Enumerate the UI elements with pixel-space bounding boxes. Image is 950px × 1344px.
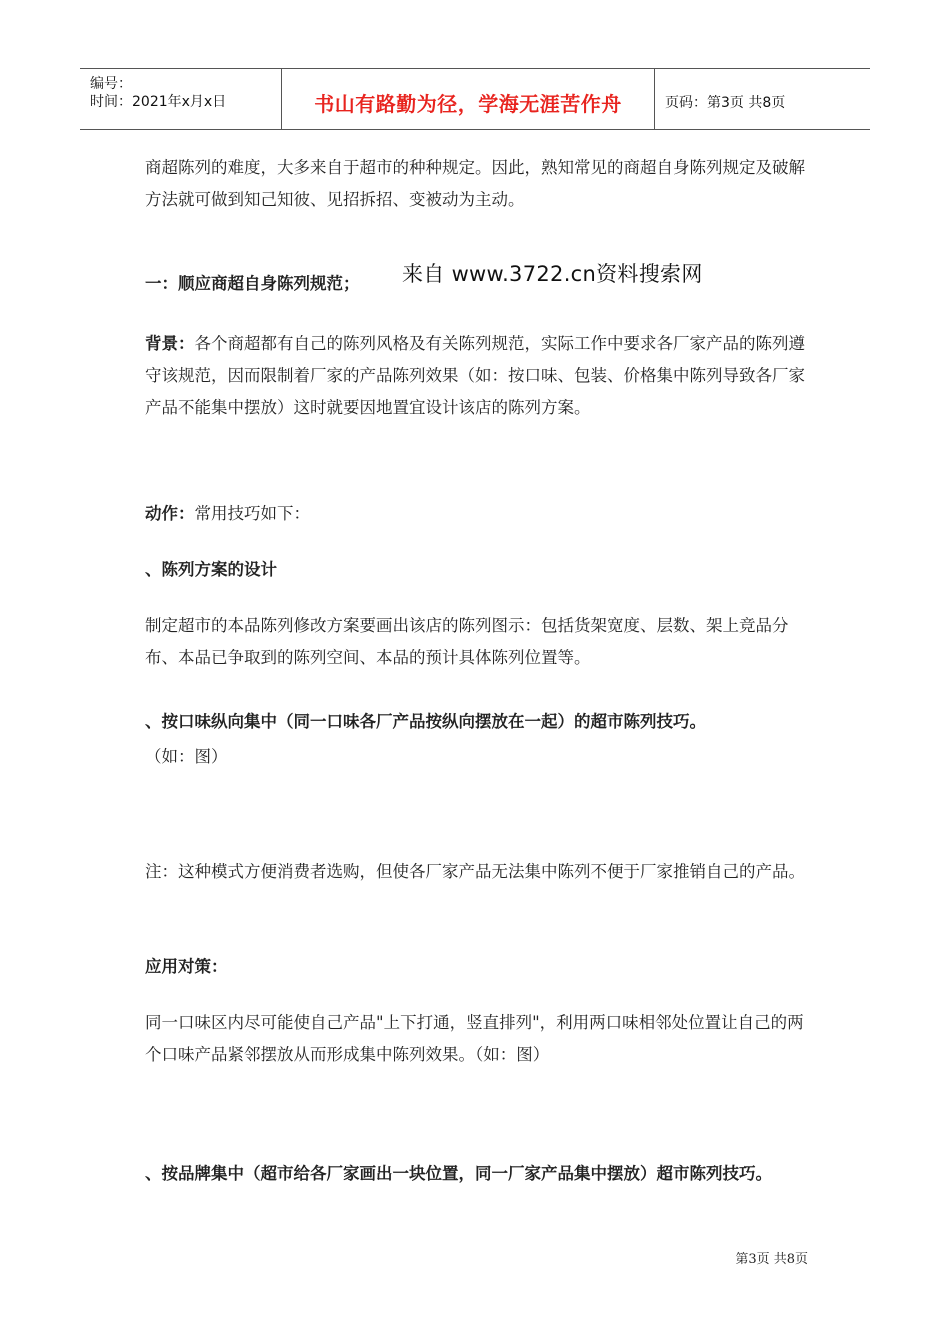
item1-heading: 、陈列方案的设计 (145, 560, 277, 579)
header-motto: 书山有路勤为径，学海无涯苦作舟 (314, 91, 622, 116)
document-date: 时间：2021年x月x日 (90, 94, 227, 110)
action-text: 常用技巧如下： (194, 504, 310, 523)
watermark-text: 来自 www.3722.cn资料搜索网 (402, 262, 703, 286)
item1-paragraph: 制定超市的本品陈列修改方案要画出该店的陈列图示：包括货架宽度、层数、架上竞品分布、本品已争取到的陈列空间、本品的预计具体陈列位置等。 (145, 616, 789, 667)
header-page-info: 页码：第3页 共8页 (665, 95, 786, 111)
action-paragraph (145, 498, 810, 530)
document-number-label: 编号： (90, 76, 132, 92)
intro-paragraph: 商超陈列的难度，大多来自于超市的种种规定。因此，熟知常见的商超自身陈列规定及破解方法就可做到知己知彼、见招拆招、变被动为主动。 (145, 158, 805, 209)
section1-heading: 一：顺应商超自身陈列规范； (145, 274, 360, 293)
item2-heading: 、按口味纵向集中（同一口味各厂产品按纵向摆放在一起）的超市陈列技巧。 (145, 712, 706, 731)
header-meta-cell (80, 69, 282, 129)
strategy-heading: 应用对策： (145, 957, 228, 976)
background-label: 背景： (145, 334, 195, 353)
page-header (80, 68, 870, 130)
background-text: 各个商超都有自己的陈列风格及有关陈列规范，实际工作中要求各厂家产品的陈列遵守该规范，因而限制着厂家的产品陈列效果（如：按口味、包装、价格集中陈列导致各厂家产品不能集中摆放）这时就要因地置宜设计该店的陈列方案。 (145, 334, 805, 417)
background-paragraph (145, 328, 810, 424)
footer-page-number: 第3页 共8页 (735, 1252, 808, 1267)
strategy-paragraph: 同一口味区内尽可能使自己产品"上下打通，竖直排列"，利用两口味相邻处位置让自己的两个口味产品紧邻摆放从而形成集中陈列效果。（如：图） (145, 1013, 804, 1064)
header-page-cell (655, 69, 870, 129)
item2-figure-note: （如：图） (145, 747, 228, 766)
header-motto-cell (282, 69, 655, 129)
item3-heading: 、按品牌集中（超市给各厂家画出一块位置，同一厂家产品集中摆放）超市陈列技巧。 (145, 1164, 772, 1183)
note-paragraph: 注：这种模式方便消费者选购，但使各厂家产品无法集中陈列不便于厂家推销自己的产品。 (145, 862, 805, 881)
action-label: 动作： (145, 504, 195, 523)
